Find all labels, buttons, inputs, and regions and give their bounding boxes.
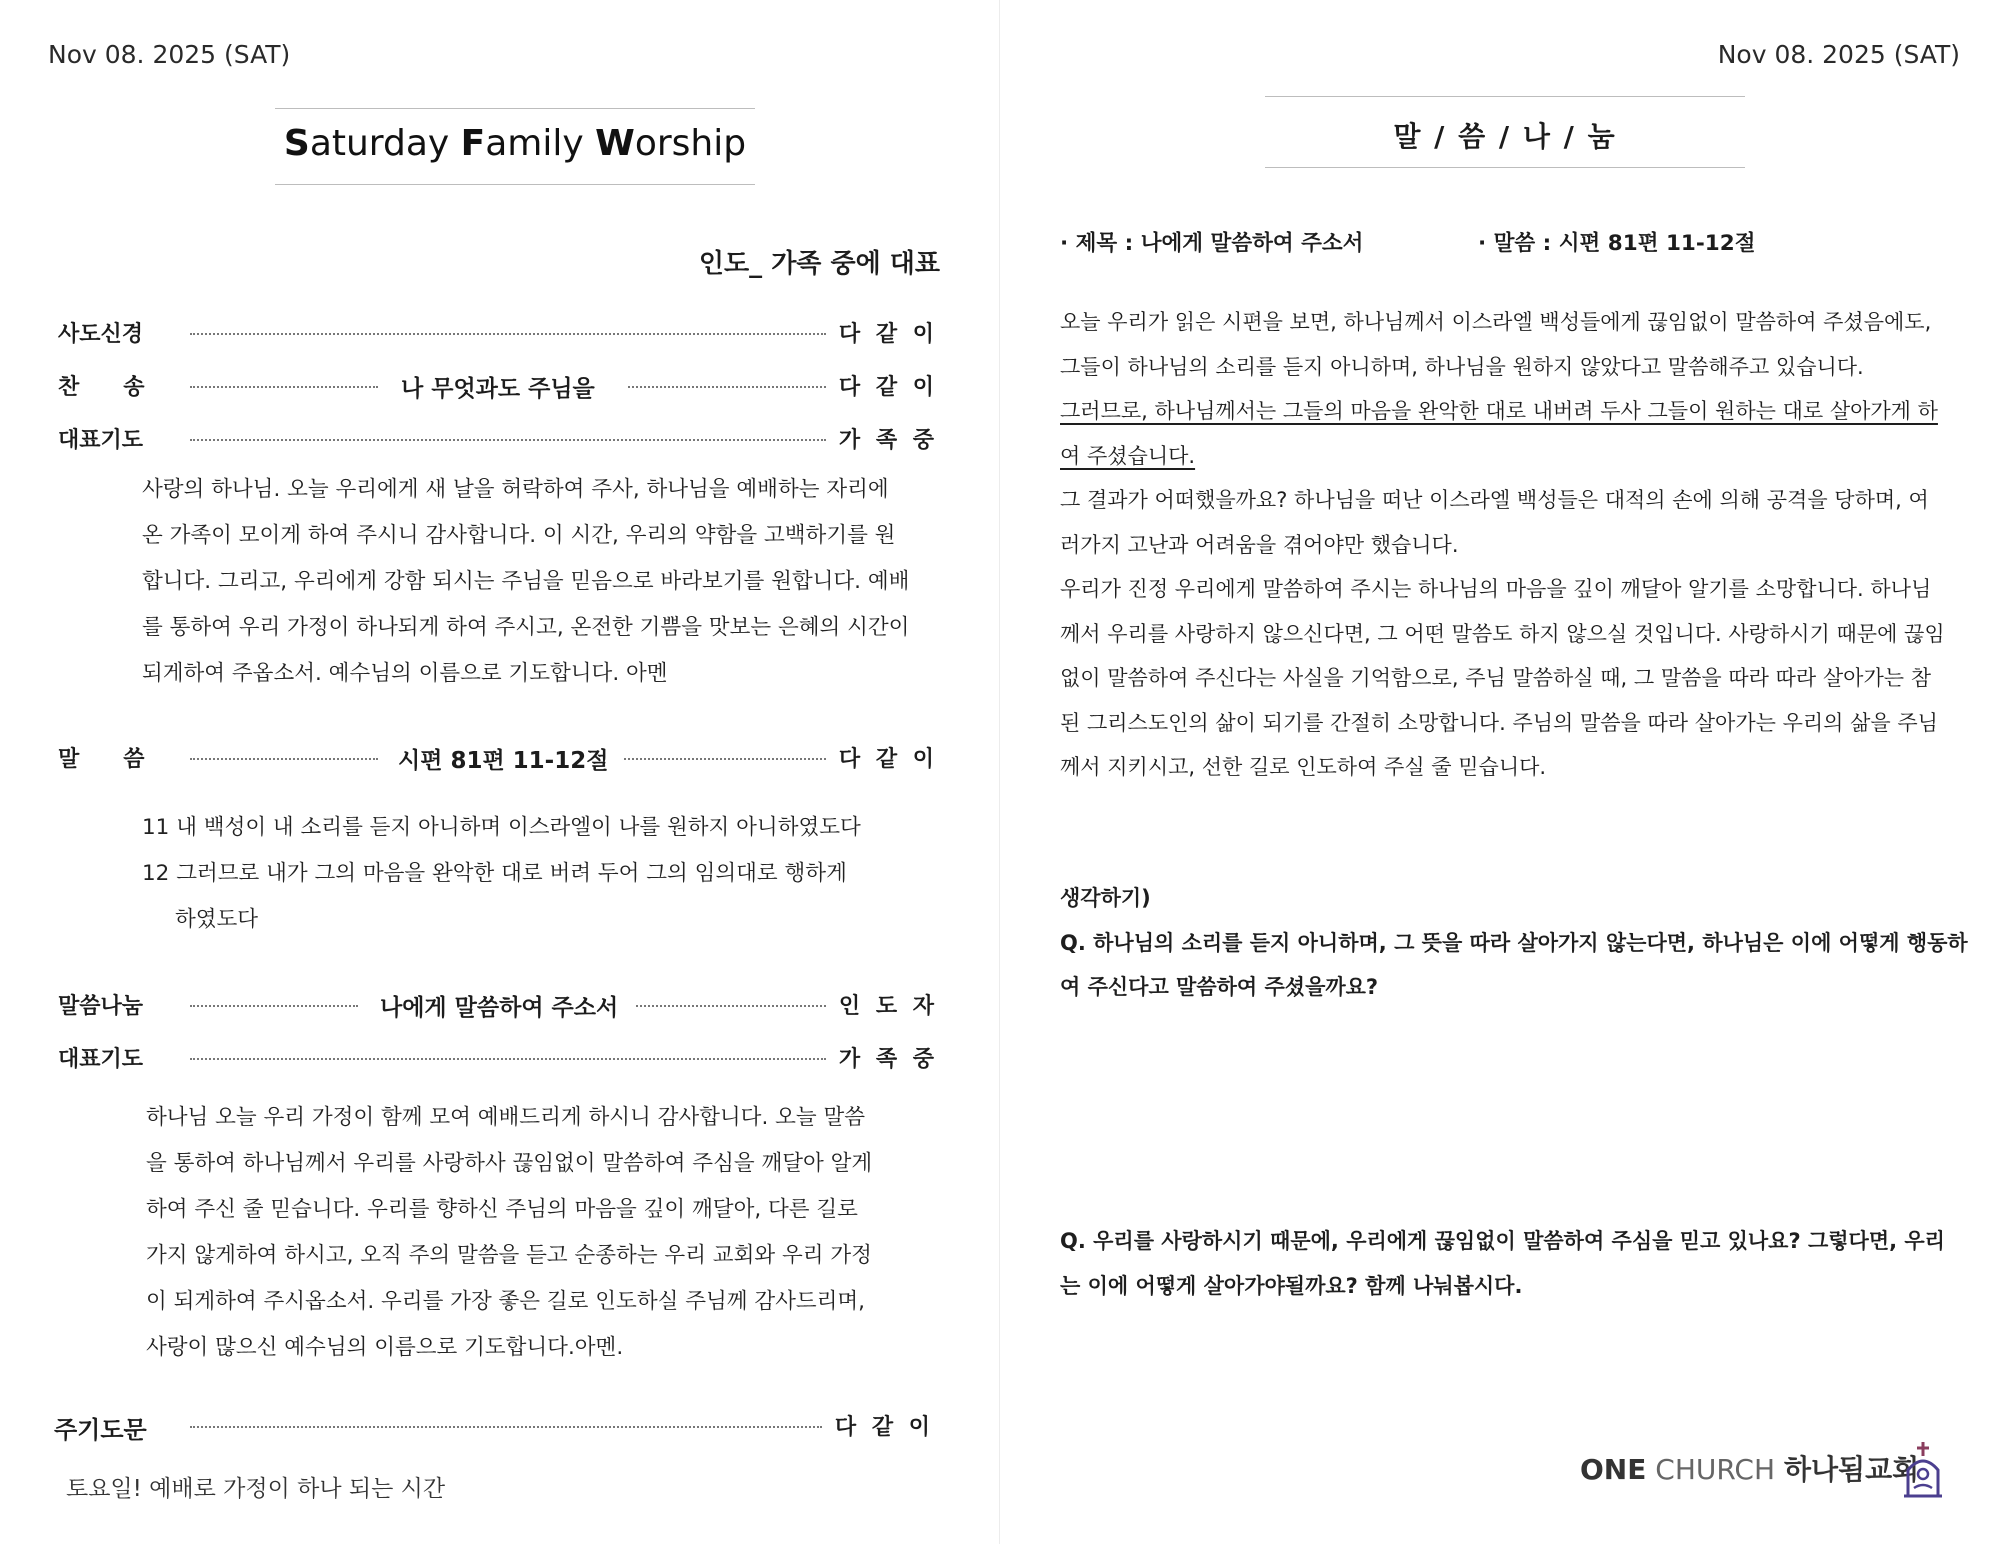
dot-leader bbox=[190, 439, 826, 441]
row-participant: 다 같 이 bbox=[838, 375, 938, 400]
reflection-section bbox=[1060, 876, 1968, 1010]
right-title-rule-top bbox=[1265, 96, 1745, 97]
title-part: orship bbox=[634, 123, 747, 164]
leader-line: 인도_ 가족 중에 대표 bbox=[698, 249, 940, 279]
logo-korean-name: 하나됨교회 bbox=[1783, 1453, 1920, 1486]
sermon-line: 된 그리스도인의 삶이 되기를 간절히 소망합니다. 주님의 말씀을 따라 살아가는 우리의 삶을 주님 bbox=[1060, 710, 1938, 735]
sermon-line: 오늘 우리가 읽은 시편을 보면, 하나님께서 이스라엘 백성들에게 끊임없이 말씀하여 주셨음에도, bbox=[1060, 310, 1932, 334]
title-part: amily bbox=[485, 123, 596, 164]
row-participant: 가 족 중 bbox=[838, 1047, 938, 1072]
prayer-line: 합니다. 그리고, 우리에게 강함 되시는 주님을 믿음으로 바라보기를 원합니다. 예배 bbox=[142, 569, 910, 594]
order-row-hymn bbox=[58, 366, 938, 402]
question-1-line: 여 주신다고 말씀하여 주셨을까요? bbox=[1060, 975, 1379, 999]
dot-leader bbox=[190, 1005, 358, 1007]
question-2-line: Q. 우리를 사랑하시기 때문에, 우리에게 끊임없이 말씀하여 주심을 믿고 있나요? 그렇다면, 우리 bbox=[1060, 1229, 1945, 1253]
order-row-prayer bbox=[58, 419, 938, 455]
row-participant: 가 족 중 bbox=[838, 428, 938, 453]
scripture-verses bbox=[142, 805, 861, 943]
sermon-title-meta: · 제목 : 나에게 말씀하여 주소서 bbox=[1060, 231, 1364, 256]
scripture-reference: 시편 81편 11-12절 bbox=[398, 748, 609, 774]
sermon-line: 그 결과가 어떠했을까요? 하나님을 떠난 이스라엘 백성들은 대적의 손에 의해 공격을 당하며, 여 bbox=[1060, 488, 1929, 512]
prayer-line: 을 통하여 하나님께서 우리를 사랑하사 끊임없이 말씀하여 주심을 깨달아 알게 bbox=[146, 1151, 873, 1176]
order-row-creed bbox=[58, 313, 938, 349]
logo-one: ONE bbox=[1580, 1453, 1647, 1486]
row-participant: 인 도 자 bbox=[838, 994, 938, 1019]
question-2-line: 는 이에 어떻게 살아가야될까요? 함께 나눠봅시다. bbox=[1060, 1273, 1523, 1298]
sermon-line: 우리가 진정 우리에게 말씀하여 주시는 하나님의 마음을 깊이 깨달아 알기를 소망합니다. 하나님 bbox=[1060, 577, 1932, 601]
logo-church: CHURCH bbox=[1646, 1453, 1784, 1486]
sermon-line: 께서 우리를 사랑하지 않으신다면, 그 어떤 말씀도 하지 않으실 것입니다. 사랑하시기 때문에 끊임 bbox=[1060, 621, 1945, 646]
dot-leader bbox=[636, 1005, 826, 1007]
question-1-line: Q. 하나님의 소리를 듣지 아니하며, 그 뜻을 따라 살아가지 않는다면, 하나님은 이에 어떻게 행동하 bbox=[1060, 930, 1968, 955]
row-label: 찬 송 bbox=[58, 375, 145, 400]
sermon-line: 러가지 고난과 어려움을 겪어야만 했습니다. bbox=[1060, 532, 1459, 557]
order-row-sharing bbox=[58, 985, 938, 1021]
dot-leader bbox=[190, 333, 826, 335]
hymn-title: 나 무엇과도 주님을 bbox=[401, 376, 595, 402]
order-row-word bbox=[58, 738, 938, 774]
sermon-line: 없이 말씀하여 주신다는 사실을 기억함으로, 주님 말씀하실 때, 그 말씀을 따라 따라 살아가는 참 bbox=[1060, 666, 1931, 690]
reflection-label: 생각하기) bbox=[1060, 886, 1151, 910]
title-rule-top bbox=[275, 108, 755, 109]
order-row-lords-prayer bbox=[54, 1406, 934, 1442]
verse-line: 하였도다 bbox=[175, 907, 259, 932]
title-part: aturday bbox=[309, 123, 461, 164]
prayer-line: 이 되게하여 주시옵소서. 우리를 가장 좋은 길로 인도하실 주님께 감사드리며, bbox=[146, 1289, 866, 1314]
opening-prayer bbox=[142, 467, 909, 697]
right-page-title: 말 / 씀 / 나 / 눔 bbox=[1393, 120, 1617, 153]
church-cross-icon bbox=[1900, 1440, 1946, 1500]
title-initial-f: F bbox=[460, 123, 486, 164]
order-row-prayer-2 bbox=[58, 1038, 938, 1074]
prayer-line: 를 통하여 우리 가정이 하나되게 하여 주시고, 온전한 기쁨을 맛보는 은혜의 시간이 bbox=[142, 615, 910, 640]
sharing-title: 나에게 말씀하여 주소서 bbox=[380, 995, 619, 1021]
question-2 bbox=[1060, 1219, 1960, 1308]
prayer-line: 하나님 오늘 우리 가정이 함께 모여 예배드리게 하시니 감사합니다. 오늘 말씀 bbox=[146, 1105, 866, 1130]
closing-prayer bbox=[146, 1095, 872, 1371]
row-label: 대표기도 bbox=[58, 428, 144, 453]
sermon-line: 그들이 하나님의 소리를 듣지 아니하며, 하나님을 원하지 않았다고 말씀해주고 있습니다. bbox=[1060, 354, 1864, 379]
row-participant: 다 같 이 bbox=[838, 747, 938, 772]
row-label: 사도신경 bbox=[58, 322, 144, 347]
date-left: Nov 08. 2025 (SAT) bbox=[48, 40, 291, 69]
row-participant: 다 같 이 bbox=[834, 1415, 934, 1440]
row-label: 주기도문 bbox=[54, 1416, 147, 1444]
row-label: 말씀나눔 bbox=[58, 994, 144, 1019]
title-initial-s: S bbox=[283, 123, 310, 164]
sermon-line: 께서 지키시고, 선한 길로 인도하여 주실 줄 믿습니다. bbox=[1060, 755, 1547, 779]
title-rule-bottom bbox=[275, 184, 755, 185]
dot-leader bbox=[190, 386, 378, 388]
date-right: Nov 08. 2025 (SAT) bbox=[1717, 40, 1960, 69]
right-title-rule-bottom bbox=[1265, 167, 1745, 168]
verse-line: 11 내 백성이 내 소리를 듣지 아니하며 이스라엘이 나를 원하지 아니하였도다 bbox=[142, 815, 861, 840]
tagline: 토요일! 예배로 가정이 하나 되는 시간 bbox=[66, 1476, 446, 1502]
prayer-line: 사랑이 많으신 예수님의 이름으로 기도합니다.아멘. bbox=[146, 1335, 624, 1360]
church-logo bbox=[1580, 1448, 1919, 1488]
dot-leader bbox=[628, 386, 826, 388]
row-label: 대표기도 bbox=[58, 1047, 144, 1072]
prayer-line: 가지 않게하여 하시고, 오직 주의 말씀을 듣고 순종하는 우리 교회와 우리 가정 bbox=[146, 1243, 872, 1268]
dot-leader bbox=[190, 758, 378, 760]
title-initial-w: W bbox=[595, 123, 635, 164]
prayer-line: 온 가족이 모이게 하여 주시니 감사합니다. 이 시간, 우리의 약함을 고백하기를 원 bbox=[142, 523, 896, 548]
dot-leader bbox=[190, 1426, 822, 1428]
sermon-line-underlined: 그러므로, 하나님께서는 그들의 마음을 완악한 대로 내버려 두사 그들이 원하는 대로 살아가게 하 bbox=[1060, 399, 1938, 423]
dot-leader bbox=[190, 1058, 826, 1060]
row-participant: 다 같 이 bbox=[838, 322, 938, 347]
prayer-line: 사랑의 하나님. 오늘 우리에게 새 날을 허락하여 주사, 하나님을 예배하는 자리에 bbox=[142, 477, 889, 502]
prayer-line: 하여 주신 줄 믿습니다. 우리를 향하신 주님의 마음을 깊이 깨달아, 다른 길로 bbox=[146, 1197, 858, 1222]
sermon-body bbox=[1060, 300, 1960, 790]
sermon-scripture-meta: · 말씀 : 시편 81편 11-12절 bbox=[1478, 231, 1756, 256]
verse-line: 12 그러므로 내가 그의 마음을 완악한 대로 버려 두어 그의 임의대로 행하게 bbox=[142, 861, 847, 886]
row-label: 말 씀 bbox=[58, 747, 145, 772]
service-title bbox=[275, 123, 755, 164]
prayer-line: 되게하여 주옵소서. 예수님의 이름으로 기도합니다. 아멘 bbox=[142, 661, 668, 686]
sermon-line-underlined: 여 주셨습니다. bbox=[1060, 443, 1196, 468]
dot-leader bbox=[624, 758, 826, 760]
